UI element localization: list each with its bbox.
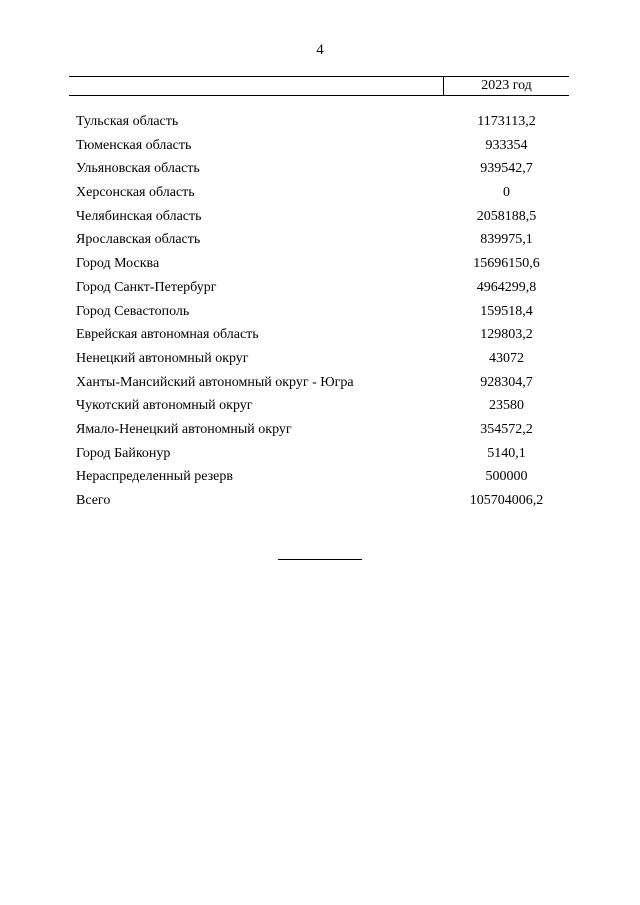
total-value: 105704006,2 (469, 493, 544, 508)
table-row (69, 228, 569, 252)
region-value: 933354 (485, 137, 528, 153)
table-row (69, 465, 569, 489)
region-value: 23580 (489, 398, 524, 414)
region-value: 4964299,8 (476, 279, 537, 295)
region-value: 159518,4 (480, 303, 533, 319)
region-value: 129803,2 (480, 327, 533, 343)
region-name: Херсонская область (76, 185, 195, 201)
region-name: Чукотский автономный округ (76, 398, 253, 414)
region-name: Тюменская область (76, 137, 192, 153)
region-value: 354572,2 (480, 421, 533, 437)
total-label: Всего (76, 493, 111, 508)
region-name: Тульская область (76, 114, 179, 129)
table-header (69, 76, 569, 96)
region-value: 1173113,2 (477, 114, 536, 129)
region-name: Ненецкий автономный округ (76, 350, 249, 366)
table-row (69, 157, 569, 181)
region-value: 0 (503, 185, 510, 201)
region-name: Ульяновская область (76, 161, 200, 177)
region-value: 5140,1 (487, 445, 526, 461)
region-value: 839975,1 (480, 232, 533, 248)
region-value: 15696150,6 (473, 256, 540, 272)
table-body (69, 110, 569, 513)
region-value: 43072 (489, 350, 524, 366)
region-name: Город Санкт-Петербург (76, 279, 217, 295)
table-row (69, 323, 569, 347)
end-of-table-rule (278, 559, 362, 560)
region-value: 939542,7 (480, 161, 533, 177)
table-row (69, 134, 569, 158)
region-name: Город Москва (76, 256, 160, 272)
region-value: 928304,7 (480, 374, 533, 390)
column-header-year: 2023 год (481, 78, 532, 93)
table-row-total (69, 489, 569, 513)
region-value: 2058188,5 (476, 208, 537, 224)
region-name: Нераспределенный резерв (76, 469, 233, 485)
table-row (69, 418, 569, 442)
region-value: 500000 (485, 469, 528, 485)
table-row (69, 205, 569, 229)
region-name: Еврейская автономная область (76, 327, 259, 343)
table-row (69, 442, 569, 466)
region-name: Ярославская область (76, 232, 201, 248)
region-name: Челябинская область (76, 208, 202, 224)
table-row (69, 347, 569, 371)
table-row (69, 394, 569, 418)
region-name: Ханты-Мансийский автономный округ - Югра (76, 374, 354, 390)
table-row (69, 300, 569, 324)
table-row (69, 181, 569, 205)
region-name: Ямало-Ненецкий автономный округ (76, 421, 292, 437)
region-name: Город Байконур (76, 445, 171, 461)
region-name: Город Севастополь (76, 303, 190, 319)
page-number: 4 (316, 42, 324, 58)
table-row (69, 276, 569, 300)
table-row (69, 110, 569, 134)
table-row (69, 252, 569, 276)
table-row (69, 371, 569, 395)
